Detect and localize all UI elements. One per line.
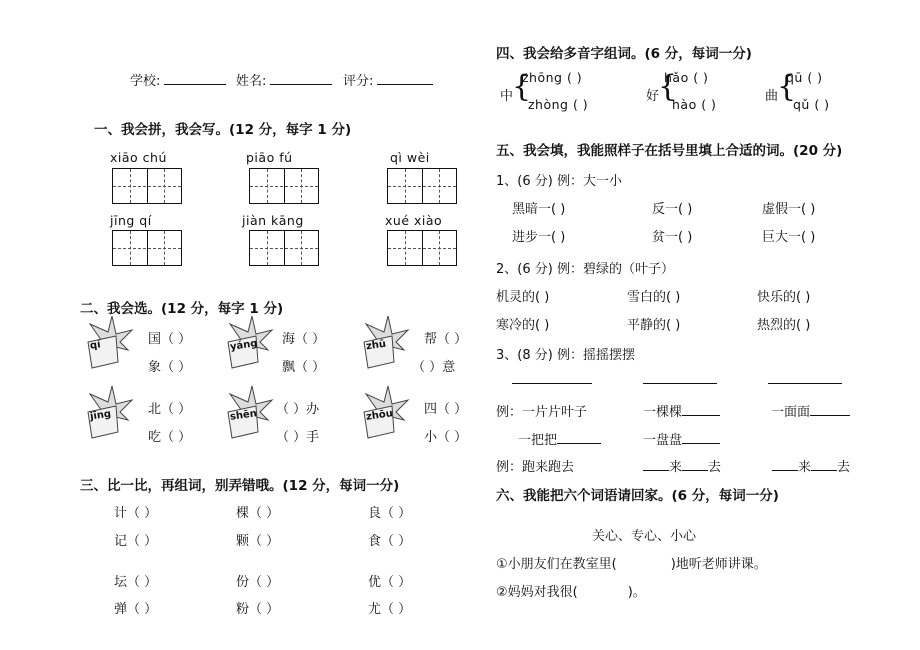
- name-label: 姓名:: [236, 70, 332, 89]
- dove-pinyin: zhū: [365, 338, 387, 353]
- choice-blank[interactable]: 象（ ）: [148, 360, 192, 375]
- measure-blank[interactable]: [682, 431, 720, 444]
- word-blank[interactable]: 尤（ ）: [368, 602, 412, 617]
- polyphone-char: 好: [646, 89, 660, 104]
- verb-blank[interactable]: [682, 458, 708, 471]
- polyphone-blank[interactable]: qǔ ( ): [793, 97, 830, 112]
- word-bank: 关心、专心、小心: [592, 529, 697, 544]
- dove-icon: [82, 312, 138, 370]
- choice-blank[interactable]: 海（ ）: [282, 332, 326, 347]
- verb-blank[interactable]: [772, 458, 798, 471]
- section4-title: 四、我会给多音字组词。(6 分，每词一分): [496, 46, 752, 62]
- phrase-blank[interactable]: 平静的( ): [627, 318, 681, 333]
- example-text: 例：一片片叶子: [496, 405, 588, 420]
- antonym-blank[interactable]: 反一( ): [652, 202, 693, 217]
- phrase-blank[interactable]: 雪白的( ): [627, 290, 681, 305]
- pattern-blank[interactable]: [768, 382, 842, 384]
- dove-icon: [222, 312, 278, 370]
- brace-icon: {: [658, 69, 678, 104]
- writing-box-2[interactable]: [249, 168, 319, 204]
- section1-title: 一、我会拼，我会写。(12 分，每字 1 分): [94, 122, 352, 138]
- word-blank[interactable]: 坛（ ）: [114, 575, 158, 590]
- verb-blank[interactable]: [811, 458, 837, 471]
- phrase-blank[interactable]: 寒冷的( ): [496, 318, 550, 333]
- name-blank[interactable]: [270, 72, 332, 85]
- phrase-blank[interactable]: 机灵的( ): [496, 290, 550, 305]
- writing-box-3[interactable]: [387, 168, 457, 204]
- section2-title: 二、我会选。(12 分，每字 1 分): [80, 301, 284, 317]
- word-blank[interactable]: 粉（ ）: [236, 602, 280, 617]
- word-blank[interactable]: 食（ ）: [368, 534, 412, 549]
- score-blank[interactable]: [377, 72, 433, 85]
- measure-item: 一面面: [771, 401, 850, 420]
- dove-pinyin: zhōu: [365, 408, 394, 423]
- part3-label: 3、(8 分) 例：摇摇摆摆: [496, 348, 635, 363]
- pinyin-6: xué xiào: [385, 213, 443, 228]
- word-blank[interactable]: 弹（ ）: [114, 602, 158, 617]
- brace-icon: {: [512, 69, 532, 104]
- pinyin-3: qì wèi: [390, 150, 430, 165]
- school-label: 学校:: [130, 70, 226, 89]
- choice-blank[interactable]: 北（ ）: [148, 402, 192, 417]
- dove-pinyin: jīng: [89, 408, 112, 423]
- word-blank[interactable]: 计（ ）: [114, 506, 158, 521]
- measure-blank[interactable]: [557, 431, 601, 444]
- verb-blank[interactable]: [643, 458, 669, 471]
- section3-title: 三、比一比，再组词，别弄错哦。(12 分，每词一分): [80, 478, 400, 494]
- writing-box-5[interactable]: [249, 230, 319, 266]
- section6-title: 六、我能把六个词语请回家。(6 分，每词一分): [496, 488, 779, 504]
- dove-pinyin: qí: [89, 339, 102, 352]
- pinyin-2: piāo fú: [246, 150, 293, 165]
- choice-blank[interactable]: 吃（ ）: [148, 430, 192, 445]
- brace-icon: {: [777, 69, 797, 104]
- measure-item: 一把把: [518, 429, 601, 448]
- polyphone-blank[interactable]: hào ( ): [672, 97, 717, 112]
- writing-box-6[interactable]: [387, 230, 457, 266]
- dove-icon: [82, 382, 138, 440]
- dove-pinyin: yáng: [229, 338, 259, 353]
- pattern-blank[interactable]: [643, 382, 717, 384]
- word-blank[interactable]: 颗（ ）: [236, 534, 280, 549]
- choice-blank[interactable]: （ ）意: [412, 360, 456, 375]
- polyphone-char: 曲: [765, 89, 779, 104]
- polyphone-blank[interactable]: qū ( ): [786, 70, 823, 85]
- pattern-blank[interactable]: [512, 382, 592, 384]
- polyphone-blank[interactable]: hǎo ( ): [664, 70, 709, 85]
- sentence-1: ①小朋友们在教室里( )地听老师讲课。: [496, 557, 767, 572]
- pinyin-4: jīng qí: [110, 213, 152, 228]
- antonym-blank[interactable]: 巨大一( ): [762, 230, 816, 245]
- word-blank[interactable]: 份（ ）: [236, 575, 280, 590]
- choice-blank[interactable]: （ ）办: [276, 402, 320, 417]
- measure-blank[interactable]: [810, 403, 850, 416]
- choice-blank[interactable]: 飘（ ）: [282, 360, 326, 375]
- dove-pinyin: shēn: [229, 408, 258, 423]
- measure-item: 一棵棵: [643, 401, 720, 420]
- polyphone-blank[interactable]: zhōng ( ): [522, 70, 583, 85]
- antonym-blank[interactable]: 黑暗一( ): [512, 202, 566, 217]
- phrase-blank[interactable]: 热烈的( ): [757, 318, 811, 333]
- antonym-blank[interactable]: 进步一( ): [512, 230, 566, 245]
- score-label: 评分:: [343, 70, 433, 89]
- word-blank[interactable]: 良（ ）: [368, 506, 412, 521]
- school-blank[interactable]: [164, 72, 226, 85]
- example-text: 例：跑来跑去: [496, 460, 575, 475]
- choice-blank[interactable]: 国（ ）: [148, 332, 192, 347]
- choice-blank[interactable]: 帮（ ）: [424, 332, 468, 347]
- section5-title: 五、我会填，我能照样子在括号里填上合适的词。(20 分): [496, 143, 843, 159]
- polyphone-blank[interactable]: zhòng ( ): [528, 97, 589, 112]
- antonym-blank[interactable]: 虚假一( ): [762, 202, 816, 217]
- measure-blank[interactable]: [682, 403, 720, 416]
- writing-box-1[interactable]: [112, 168, 182, 204]
- verb-pattern: 来 去: [643, 456, 721, 475]
- dove-icon: [358, 312, 414, 370]
- antonym-blank[interactable]: 贫一( ): [652, 230, 693, 245]
- word-blank[interactable]: 棵（ ）: [236, 506, 280, 521]
- phrase-blank[interactable]: 快乐的( ): [757, 290, 811, 305]
- dove-icon: [358, 382, 414, 440]
- pinyin-1: xiāo chú: [110, 150, 167, 165]
- pinyin-5: jiàn kāng: [242, 213, 304, 228]
- word-blank[interactable]: 优（ ）: [368, 575, 412, 590]
- word-blank[interactable]: 记（ ）: [114, 534, 158, 549]
- verb-pattern: 来 去: [772, 456, 850, 475]
- measure-item: 一盘盘: [643, 429, 720, 448]
- polyphone-char: 中: [500, 89, 514, 104]
- writing-box-4[interactable]: [112, 230, 182, 266]
- choice-blank[interactable]: 四（ ）: [424, 402, 468, 417]
- dove-icon: [222, 382, 278, 440]
- choice-blank[interactable]: 小（ ）: [424, 430, 468, 445]
- part1-label: 1、(6 分) 例：大一小: [496, 174, 622, 189]
- part2-label: 2、(6 分) 例：碧绿的（叶子）: [496, 262, 674, 277]
- sentence-2: ②妈妈对我很( )。: [496, 585, 646, 600]
- choice-blank[interactable]: （ ）手: [276, 430, 320, 445]
